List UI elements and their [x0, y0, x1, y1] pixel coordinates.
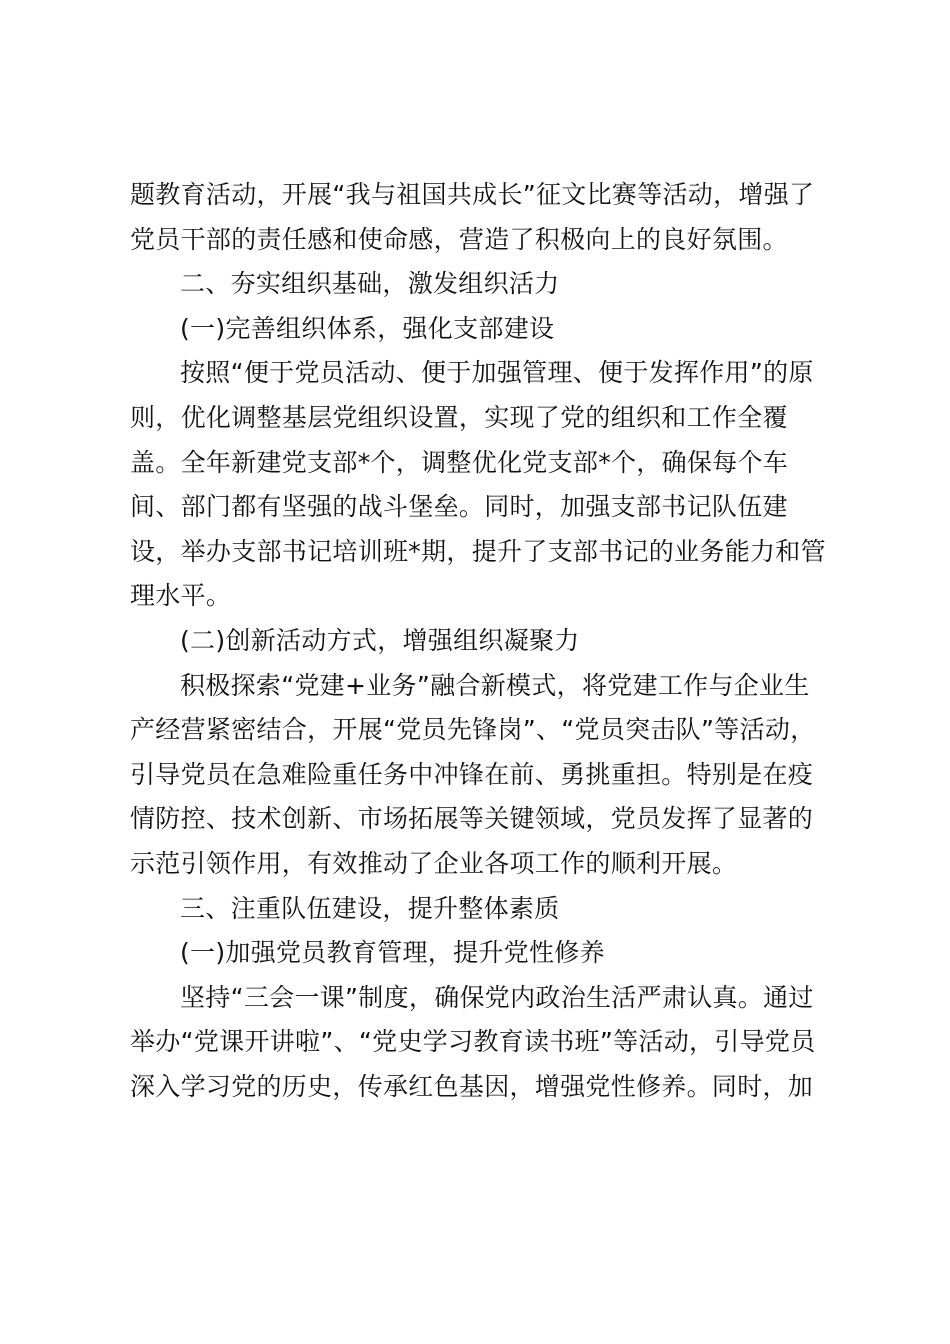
text-line: 示范引领作用，有效推动了企业各项工作的顺利开展。 [130, 848, 738, 878]
text-line: 引导党员在急难险重任务中冲锋在前、勇挑重担。特别是在疫 [130, 759, 814, 789]
text-line: 盖。全年新建党支部*个，调整优化党支部*个，确保每个车 [130, 447, 789, 477]
text-line: 举办“党课开讲啦”、“党史学习教育读书班”等活动，引导党员 [130, 1027, 816, 1057]
text-line: 设，举办支部书记培训班*期，提升了支部书记的业务能力和管 [130, 536, 826, 566]
paragraph-start-line: 按照“便于党员活动、便于加强管理、便于发挥作用”的原 [180, 358, 814, 388]
paragraph-start-line: 积极探索“党建+业务”融合新模式，将党建工作与企业生 [180, 670, 810, 700]
text-line: 则，优化调整基层党组织设置，实现了党的组织和工作全覆 [130, 402, 788, 432]
document-page [130, 173, 830, 1109]
text-line: 深入学习党的历史，传承红色基因，增强党性修养。同时，加 [130, 1071, 814, 1101]
paragraph-start-line: (一)完善组织体系，强化支部建设 [180, 313, 555, 343]
text-line: 情防控、技术创新、市场拓展等关键领域，党员发挥了显著的 [130, 804, 814, 834]
text-line: 题教育活动，开展“我与祖国共成长”征文比赛等活动，增强了 [130, 180, 815, 209]
paragraph-start-line: 坚持“三会一课”制度，确保党内政治生活严肃认真。通过 [180, 982, 814, 1012]
paragraph-start-line: (二)创新活动方式，增强组织凝聚力 [180, 625, 580, 655]
text-line: 理水平。 [130, 581, 232, 611]
paragraph-start-line: 三、注重队伍建设，提升整体素质 [180, 893, 560, 923]
paragraph-start-line: (一)加强党员教育管理，提升党性修养 [180, 938, 605, 968]
paragraph-start-line: 二、夯实组织基础，激发组织活力 [180, 269, 560, 299]
text-line: 间、部门都有坚强的战斗堡垒。同时，加强支部书记队伍建 [130, 492, 788, 522]
text-line: 党员干部的责任感和使命感，营造了积极向上的良好氛围。 [130, 224, 788, 254]
text-line: 产经营紧密结合，开展“党员先锋岗”、“党员突击队”等活动， [130, 715, 816, 745]
